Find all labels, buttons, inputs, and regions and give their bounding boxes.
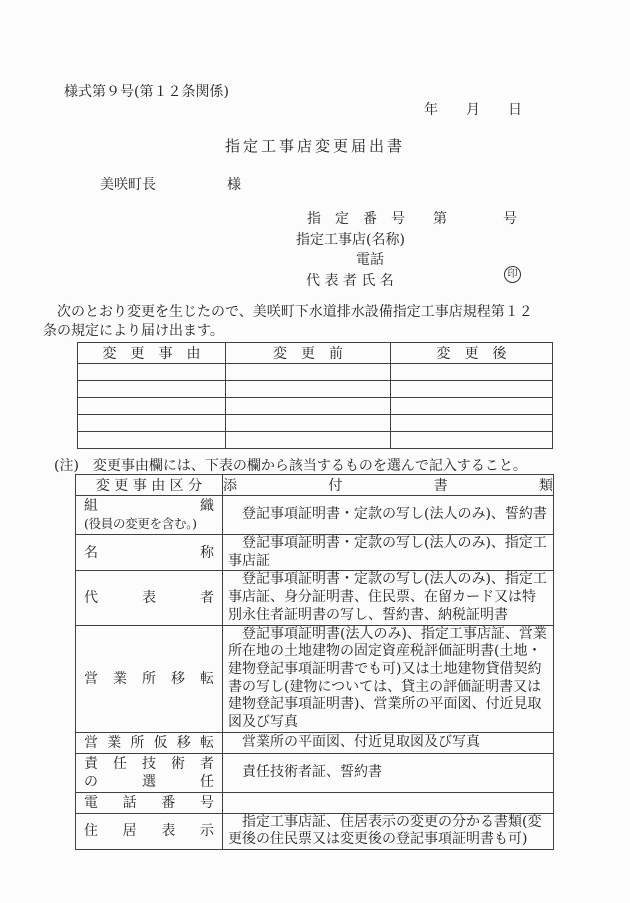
documents-cell: 登記事項証明書・定款の写し(法人のみ)、誓約書: [223, 496, 554, 535]
change-table-cell: [78, 381, 226, 398]
change-table-cell: [78, 432, 226, 449]
change-table-cell: [226, 398, 391, 415]
change-table-cell: [391, 364, 553, 381]
category-cell: [76, 753, 223, 792]
representative-name-line: 代 表 者 氏 名: [306, 273, 394, 289]
attachment-table-header-row: [76, 475, 554, 496]
opening-paragraph: 次のとおり変更を生じたので、美咲町下水道排水設備指定工事店規程第１２条の規定により届け出ます。: [43, 304, 533, 339]
documents-cell: 責任技術者証、誓約書: [223, 753, 554, 792]
change-table-row: [78, 398, 553, 415]
attachment-row-engineer-appointment: [76, 753, 554, 792]
category-label: 住 居 表 示: [84, 823, 214, 840]
category-cell: [76, 625, 223, 732]
category-label-line2: の 選 任: [84, 773, 214, 790]
attachment-table-header-documents: 添 付 書 類: [223, 475, 554, 496]
category-label: 名 称: [84, 544, 214, 561]
change-table-row: [78, 364, 553, 381]
change-table-cell: [226, 432, 391, 449]
attachment-table: [75, 474, 554, 850]
documents-cell: 登記事項証明書・定款の写し(法人のみ)、指定工事店証、身分証明書、住民票、在留カード又は特別永住者証明書の写し、誓約書、納税証明書: [223, 571, 554, 625]
category-cell: [76, 732, 223, 753]
category-note: (役員の変更を含む。): [84, 516, 197, 531]
change-table-row: [78, 432, 553, 449]
change-table-cell: [226, 381, 391, 398]
category-label: 営 業 所 仮 移 転: [84, 734, 214, 751]
change-table-cell: [78, 364, 226, 381]
form-number: 様式第９号(第１２条関係): [64, 84, 229, 100]
note-line: (注) 変更事由欄には、下表の欄から該当するものを選んで記入すること。: [54, 458, 527, 474]
documents-cell: 登記事項証明書(法人のみ)、指定工事店証、営業所在地の土地建物の固定資産税評価証明書(土地・建物登記事項証明書でも可)又は土地建物貸借契約書の写し(建物については、貸主の評価証明書又は建物登記事項証明書)、営業所の平面図、付近見取図及び写真: [223, 625, 554, 732]
category-cell: [76, 535, 223, 571]
phone-line: 電話: [356, 252, 384, 268]
change-table-cell: [391, 432, 553, 449]
change-table-cell: [226, 415, 391, 432]
category-label: 責 任 技 術 者: [84, 755, 214, 772]
change-table-cell: [391, 381, 553, 398]
category-label: 電 話 番 号: [84, 794, 214, 811]
category-label: 代 表 者: [84, 589, 214, 606]
attachment-row-office-relocation: [76, 625, 554, 732]
date-line: 年 月 日: [424, 102, 522, 118]
attachment-row-name: [76, 535, 554, 571]
addressee-line: [100, 174, 300, 194]
category-cell: [76, 792, 223, 813]
addressee-name: 美咲町長: [100, 177, 156, 193]
page-title: 指定工事店変更届出書: [224, 137, 405, 155]
change-table-header-before: 変 更 前: [226, 343, 391, 364]
attachment-row-phone-number: [76, 792, 554, 813]
shop-name-line: 指定工事店(名称): [296, 232, 405, 248]
change-table-cell: [391, 415, 553, 432]
documents-cell: 指定工事店証、住居表示の変更の分かる書類(変更後の住民票又は変更後の登記事項証明書も可): [223, 813, 554, 849]
change-table-cell: [78, 415, 226, 432]
attachment-table-header-category: 変 更 事 由 区 分: [76, 475, 223, 496]
attachment-row-representative: [76, 571, 554, 625]
category-cell: [76, 571, 223, 625]
documents-cell: 営業所の平面図、付近見取図及び写真: [223, 732, 554, 753]
change-table-header-row: [78, 343, 553, 364]
category-cell: [76, 813, 223, 849]
attachment-row-organization: [76, 496, 554, 535]
change-table-cell: [226, 364, 391, 381]
change-table: [77, 342, 553, 449]
change-table-header-reason: 変 更 事 由: [78, 343, 226, 364]
change-table-row: [78, 381, 553, 398]
attachment-row-address-display: [76, 813, 554, 849]
documents-cell: 登記事項証明書・定款の写し(法人のみ)、指定工事店証: [223, 535, 554, 571]
documents-cell: [223, 792, 554, 813]
change-table-cell: [78, 398, 226, 415]
category-cell: [76, 496, 223, 535]
category-label: 営 業 所 移 転: [84, 670, 214, 687]
change-table-row: [78, 415, 553, 432]
category-label: 組 織: [84, 498, 214, 514]
change-table-header-after: 変 更 後: [391, 343, 553, 364]
attachment-row-office-temporary-relocation: [76, 732, 554, 753]
change-table-cell: [391, 398, 553, 415]
seal-icon: 印: [504, 266, 521, 283]
addressee-honorific: 様: [227, 177, 241, 193]
designation-number-line: 指 定 番 号 第 号: [307, 211, 517, 227]
